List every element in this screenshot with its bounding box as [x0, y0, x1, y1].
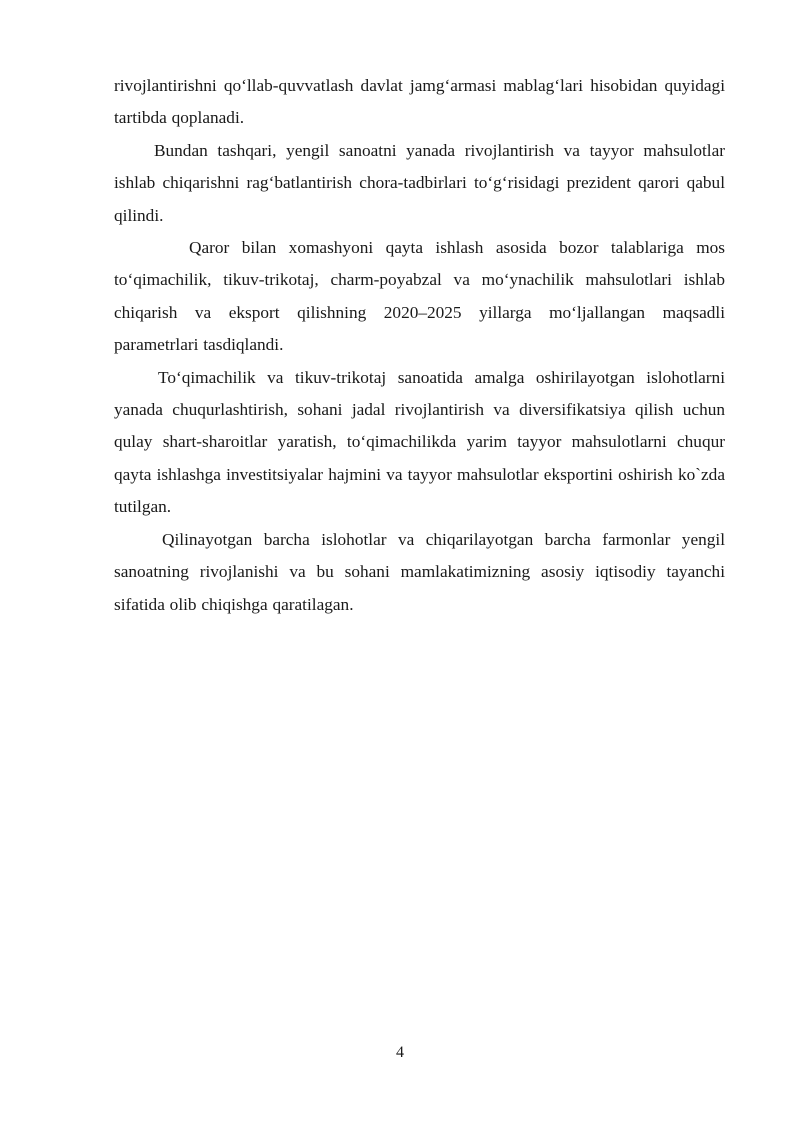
paragraph-1: rivojlantirishni qo‘llab-quvvatlash davlat jamg‘armasi mablag‘lari hisobidan quyidagi tartibda qoplanadi.: [114, 76, 725, 128]
document-body: [114, 70, 725, 621]
paragraph-2: Bundan tashqari, yengil sanoatni yanada rivojlantirish va tayyor mahsulotlar ishlab chiqarishni rag‘batlantirish chora-tadbirlari to‘g‘risidagi prezident qarori qabul qilindi.: [114, 140, 725, 225]
paragraph-4: To‘qimachilik va tikuv-trikotaj sanoatida amalga oshirilayotgan islohotlarni yanada chuqurlashtirish, sohani jadal rivojlantirish va diversifikatsiya qilish uchun qulay shart-sharoitlar yaratish, to‘qimachilikda yarim tayyor mahsulotlarni chuqur qayta ishlashga investitsiyalar hajmini va tayyor mahsulotlar eksportini oshirish ko`zda tutilgan.: [114, 367, 725, 517]
paragraph-3: Qaror bilan xomashyoni qayta ishlash asosida bozor talablariga mos to‘qimachilik, tikuv-trikotaj, charm-poyabzal va mo‘ynachilik mahsulotlari ishlab chiqarish va eksport qilishning 2020–2025 yillarga mo‘ljallangan maqsadli parametrlari tasdiqlandi.: [114, 238, 725, 355]
paragraph-5: Qilinayotgan barcha islohotlar va chiqarilayotgan barcha farmonlar yengil sanoatning rivojlanishi va bu sohani mamlakatimizning asosiy iqtisodiy tayanchi sifatida olib chiqishga qaratilagan.: [114, 529, 725, 614]
page-number: 4: [396, 1044, 404, 1061]
